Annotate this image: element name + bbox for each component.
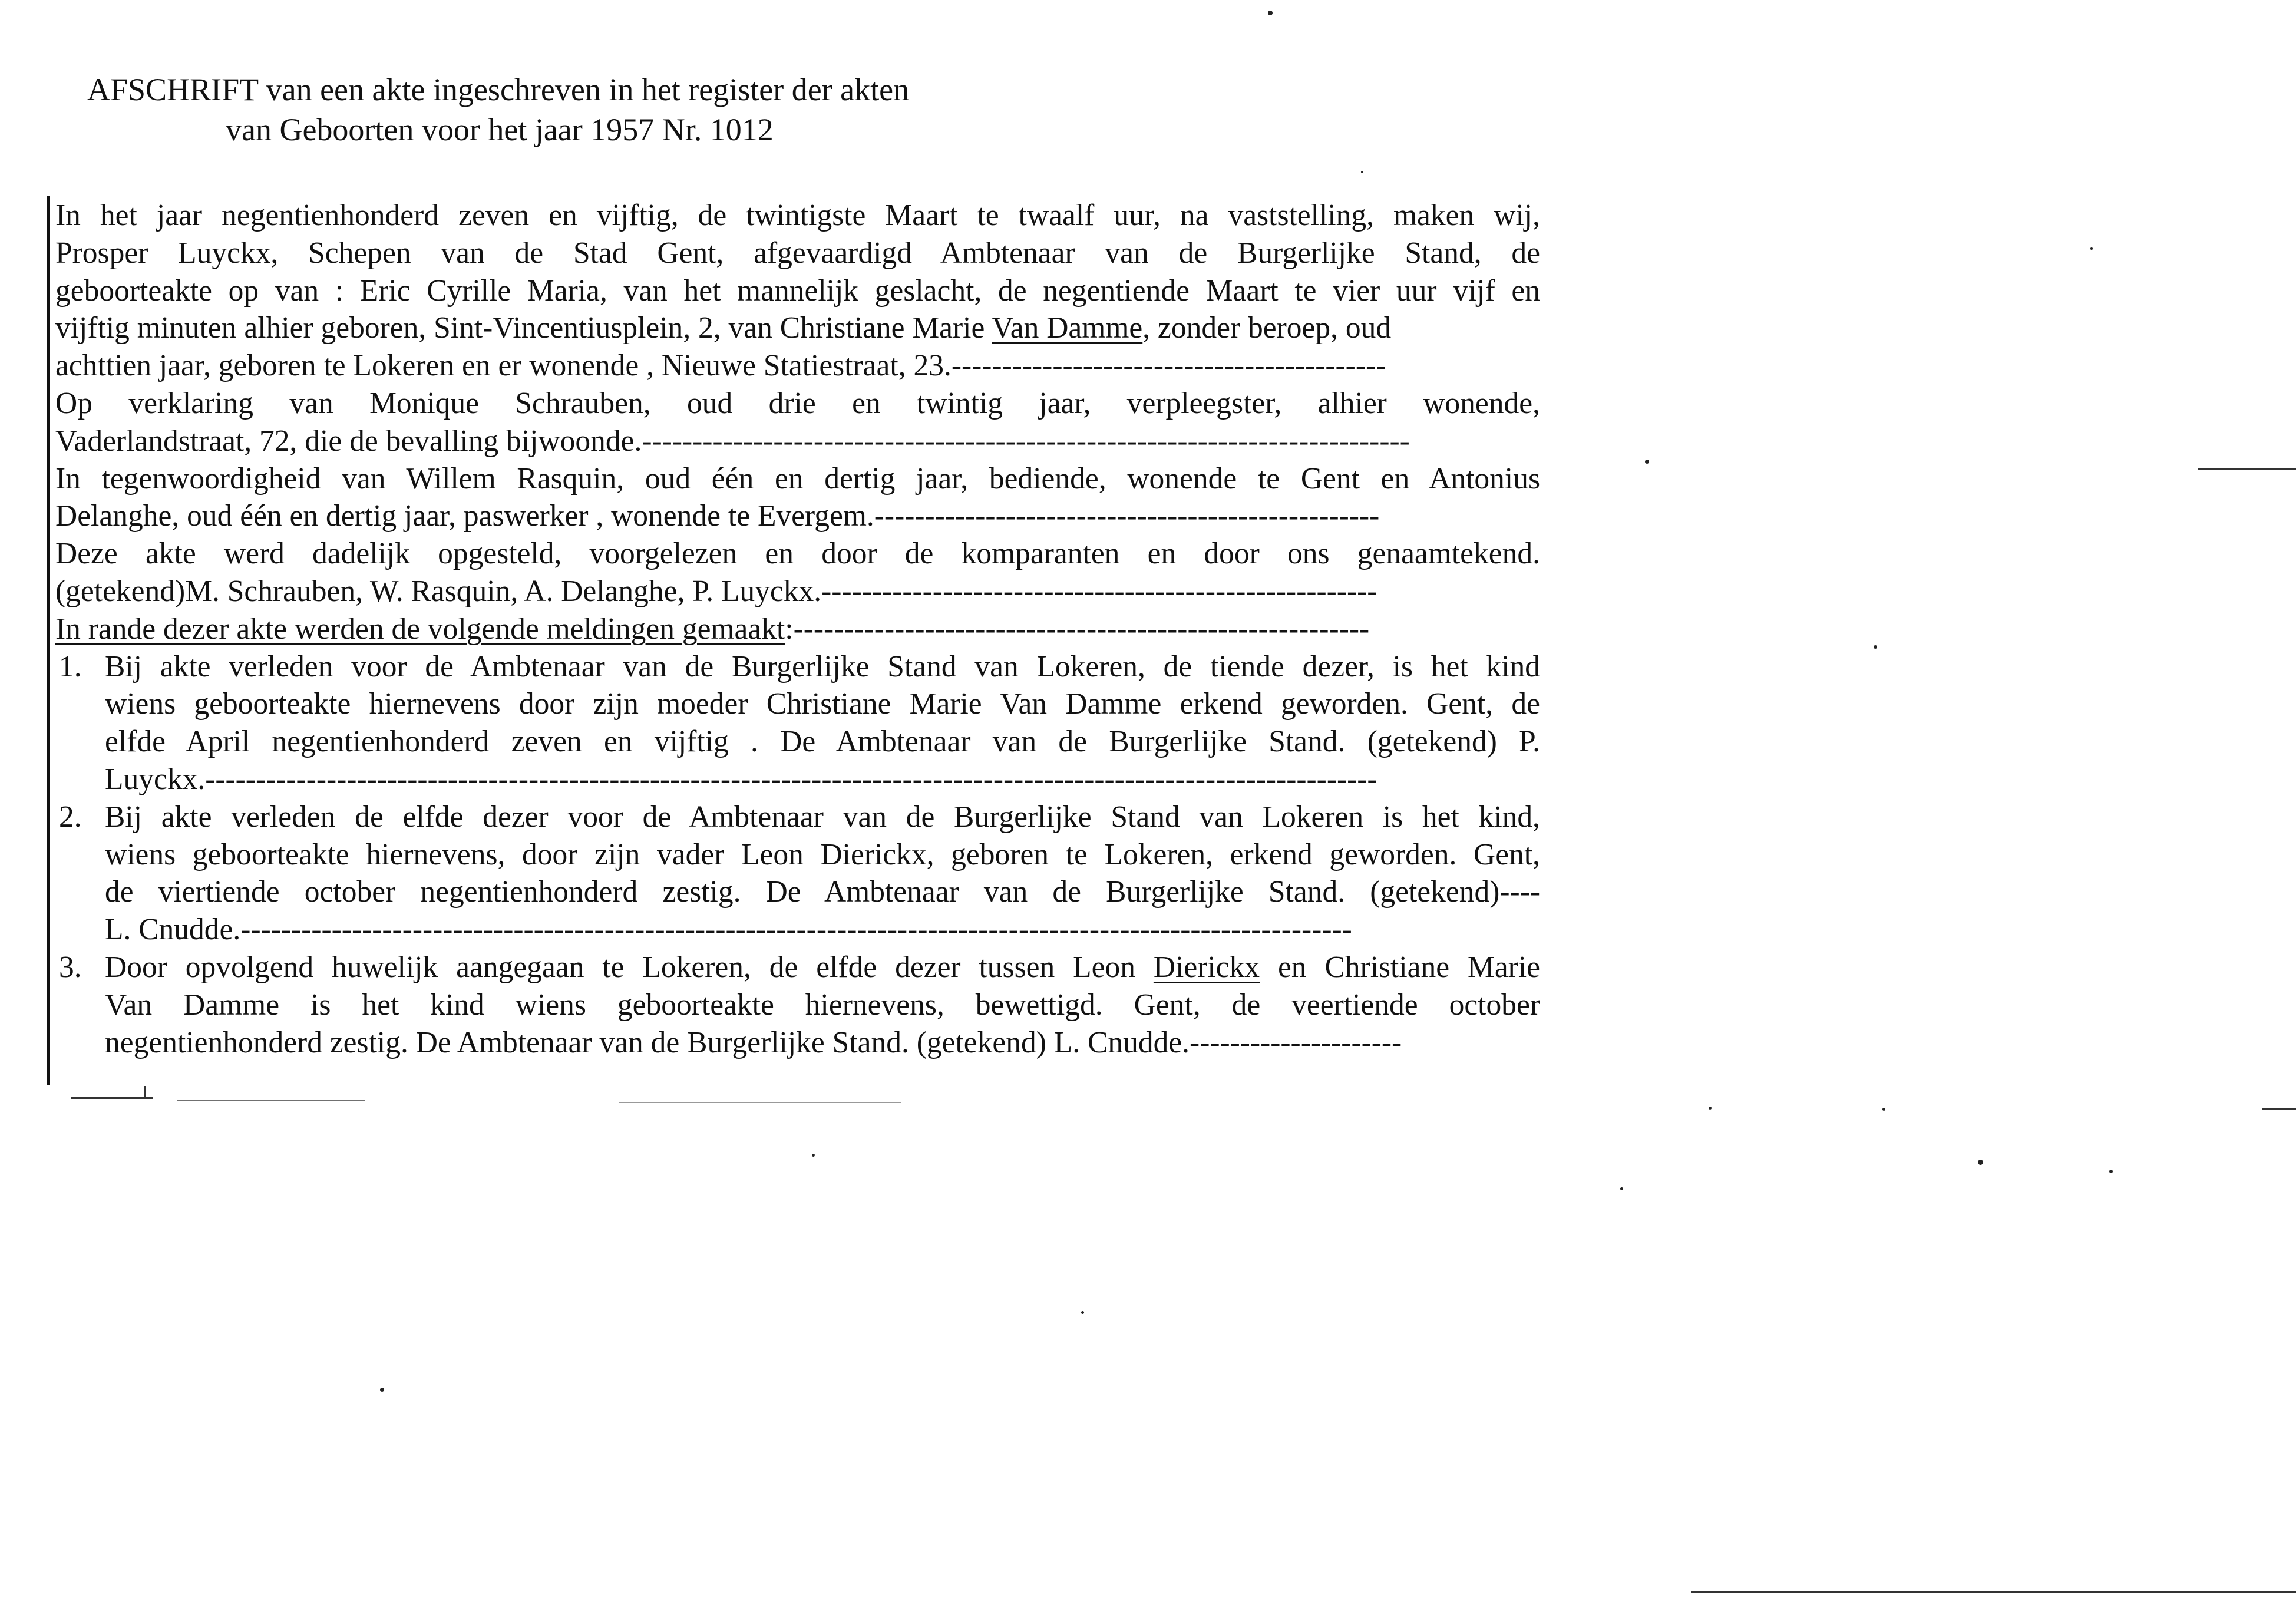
list-item bbox=[55, 648, 1540, 798]
scan-mark bbox=[1874, 645, 1877, 649]
document-body bbox=[55, 197, 1540, 1061]
paragraph-birth-record bbox=[55, 197, 1540, 385]
text-line: Bij akte verleden voor de Ambtenaar van de Burgerlijke Stand van Lokeren, de tiende dezer, is het kind bbox=[105, 649, 1540, 684]
text-line: Luyckx.-------------------------------------------------------------------------------------------------------------------- bbox=[105, 762, 1377, 796]
list-item bbox=[55, 798, 1540, 949]
scan-mark bbox=[1709, 1107, 1712, 1110]
paragraph-signatures bbox=[55, 535, 1540, 610]
scan-mark bbox=[2198, 468, 2296, 470]
scan-mark bbox=[619, 1102, 901, 1103]
underlined-heading: In rande dezer akte werden de volgende meldingen gemaakt bbox=[55, 612, 785, 646]
scan-mark bbox=[144, 1086, 146, 1098]
scan-mark bbox=[1978, 1160, 1983, 1165]
scan-mark bbox=[812, 1154, 815, 1157]
heading-line-1: AFSCHRIFT van een akte ingeschreven in het register der akten bbox=[87, 72, 910, 107]
text-line: Prosper Luyckx, Schepen van de Stad Gent, afgevaardigd Ambtenaar van de Burgerlijke Stand, de bbox=[55, 236, 1540, 270]
scan-mark bbox=[1268, 11, 1273, 15]
text-line: L. Cnudde.-------------------------------------------------------------------------------------------------------------- bbox=[105, 913, 1352, 947]
text-line: Vaderlandstraat, 72, die de bevalling bijwoonde.---------------------------------------------------------------------------- bbox=[55, 424, 1410, 458]
scan-mark bbox=[1645, 460, 1649, 464]
paragraph-margin-notes-intro bbox=[55, 610, 1540, 648]
scan-mark bbox=[2109, 1170, 2113, 1173]
text-line bbox=[55, 309, 1540, 347]
text-line: Bij akte verleden de elfde dezer voor de Ambtenaar van de Burgerlijke Stand van Lokeren is het kind, bbox=[105, 800, 1540, 834]
text-line: (getekend)M. Schrauben, W. Rasquin, A. Delanghe, P. Luyckx.------------------------------------------------------- bbox=[55, 574, 1377, 608]
text-line: Delanghe, oud één en dertig jaar, paswerker , wonende te Evergem.-------------------------------------------------- bbox=[55, 499, 1380, 533]
text-line: In tegenwoordigheid van Willem Rasquin, oud één en dertig jaar, bediende, wonende te Gent en Antonius bbox=[55, 461, 1540, 496]
margin-bar bbox=[47, 196, 50, 1085]
scan-mark bbox=[1620, 1187, 1623, 1190]
text-line: wiens geboorteakte hiernevens, door zijn vader Leon Dierickx, geboren te Lokeren, erkend geworden. Gent, bbox=[105, 837, 1540, 871]
text-line: wiens geboorteakte hiernevens door zijn moeder Christiane Marie Van Damme erkend geworden. Gent, de bbox=[105, 687, 1540, 721]
heading-line-2: van Geboorten voor het jaar 1957 Nr. 1012 bbox=[226, 112, 774, 147]
paragraph-declaration bbox=[55, 385, 1540, 460]
text-line: In het jaar negentienhonderd zeven en vijftig, de twintigste Maart te twaalf uur, na vaststelling, maken wij, bbox=[55, 199, 1540, 232]
text-line: elfde April negentienhonderd zeven en vijftig . De Ambtenaar van de Burgerlijke Stand. (getekend) P. bbox=[105, 725, 1540, 759]
text-line: Op verklaring van Monique Schrauben, oud drie en twintig jaar, verpleegster, alhier wonende, bbox=[55, 386, 1540, 420]
text-line: achttien jaar, geboren te Lokeren en er wonende , Nieuwe Statiestraat, 23.------------------------------------------- bbox=[55, 349, 1386, 383]
text-segment: , zonder beroep, oud bbox=[1142, 311, 1392, 345]
text-line: negentienhonderd zestig. De Ambtenaar van de Burgerlijke Stand. (getekend) L. Cnudde.--------------------- bbox=[105, 1025, 1402, 1059]
text-line: Deze akte werd dadelijk opgesteld, voorgelezen en door de komparanten en door ons genaamtekend. bbox=[55, 537, 1540, 571]
text-line: geboorteakte op van : Eric Cyrille Maria, van het mannelijk geslacht, de negentiende Maart te vier uur vijf en bbox=[55, 273, 1540, 308]
scan-mark bbox=[2090, 247, 2093, 250]
text-line bbox=[55, 610, 1540, 648]
text-segment: vijftig minuten alhier geboren, Sint-Vincentiusplein, 2, van Christiane Marie bbox=[55, 311, 992, 345]
text-line: de viertiende october negentienhonderd zestig. De Ambtenaar van de Burgerlijke Stand. (getekend)---- bbox=[105, 875, 1540, 909]
scan-mark bbox=[1081, 1311, 1084, 1314]
scan-mark bbox=[1691, 1591, 2296, 1593]
text-segment: Door opvolgend huwelijk aangegaan te Lokeren, de elfde dezer tussen Leon bbox=[105, 950, 1154, 984]
text-line bbox=[105, 949, 1540, 986]
document-heading bbox=[35, 70, 978, 150]
list-number: 2. bbox=[59, 800, 82, 834]
list-number: 3. bbox=[59, 950, 82, 984]
text-segment: en Christiane Marie bbox=[1260, 950, 1540, 984]
underlined-name: Dierickx bbox=[1153, 950, 1260, 984]
scan-mark bbox=[380, 1388, 384, 1392]
scan-mark bbox=[1361, 171, 1363, 173]
underlined-name: Van Damme bbox=[992, 311, 1143, 345]
scan-mark bbox=[1882, 1108, 1885, 1111]
scan-mark bbox=[2262, 1108, 2296, 1110]
list-item bbox=[55, 949, 1540, 1061]
paragraph-witnesses bbox=[55, 460, 1540, 536]
list-number: 1. bbox=[59, 649, 82, 684]
scan-mark bbox=[177, 1100, 365, 1101]
text-segment: :--------------------------------------------------------- bbox=[785, 612, 1370, 646]
text-line: Van Damme is het kind wiens geboorteakte hiernevens, bewettigd. Gent, de veertiende october bbox=[105, 988, 1540, 1022]
scan-mark bbox=[71, 1097, 153, 1099]
